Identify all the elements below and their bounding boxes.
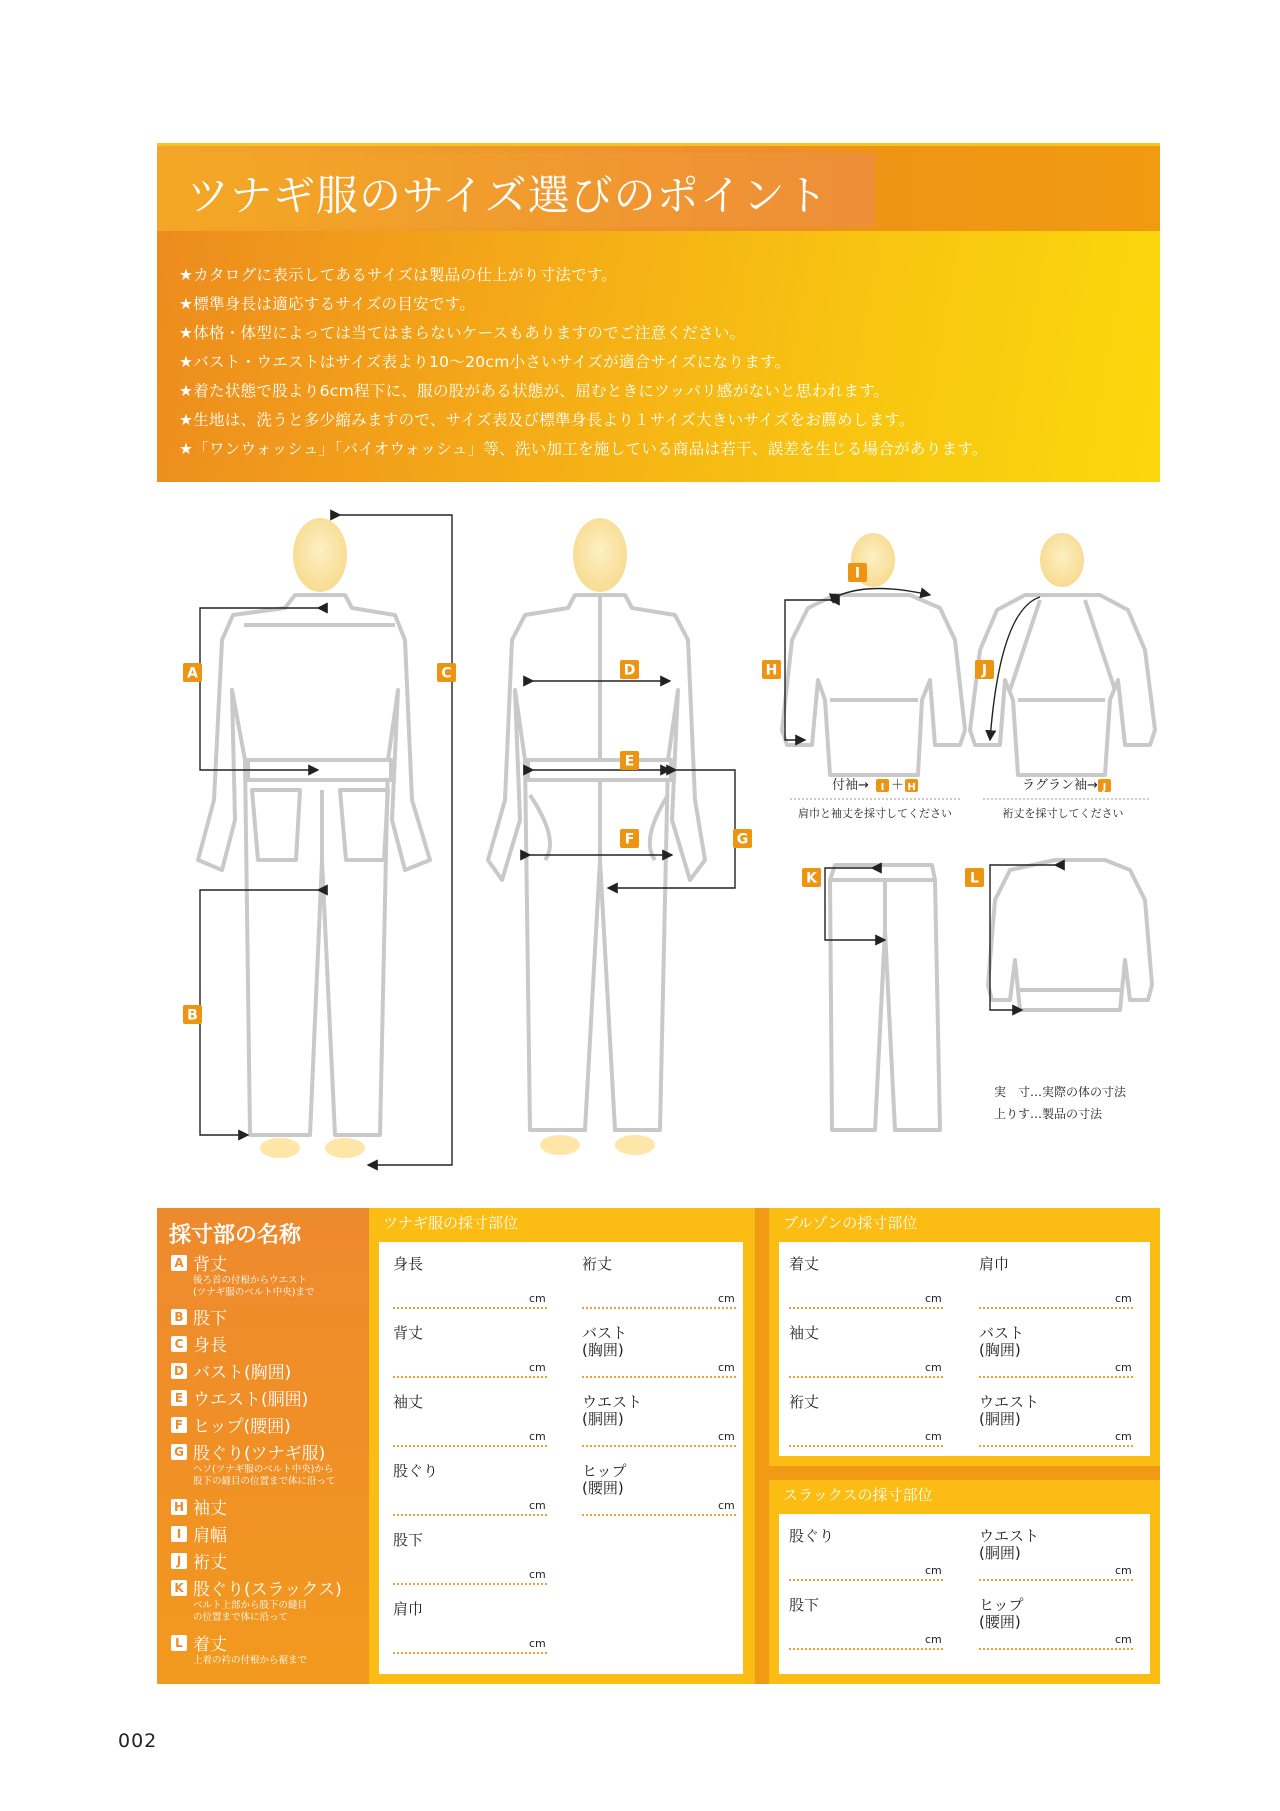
field-input-line[interactable] <box>789 1376 943 1378</box>
slacks-panel <box>769 1480 1160 1684</box>
legend-label: 袖丈 <box>193 1499 227 1519</box>
jacket-setin-figure <box>782 533 965 775</box>
slacks-field-inseam[interactable] <box>789 1597 949 1659</box>
legend-item-i <box>171 1521 227 1546</box>
field-unit: cm <box>529 1637 546 1650</box>
legend-title: 採寸部の名称 <box>169 1223 302 1248</box>
note-finished-size: 上りす…製品の寸法 <box>994 1107 1103 1121</box>
measurement-section <box>157 1208 1160 1684</box>
legend-label: バスト(胸囲) <box>193 1363 292 1383</box>
badge-c-label: C <box>441 665 452 682</box>
note-item: ★カタログに表示してあるサイズは製品の仕上がり寸法です。 <box>179 266 618 284</box>
caption-setin-badge1: I <box>880 782 885 793</box>
field-unit: cm <box>925 1430 942 1443</box>
blouson-field-length[interactable] <box>789 1256 949 1318</box>
tsunagi-field-inseam[interactable] <box>393 1532 553 1594</box>
tsunagi-field-height[interactable] <box>393 1256 553 1318</box>
field-unit: cm <box>718 1361 735 1374</box>
legend-desc: 上着の衿の付根から裾まで <box>193 1655 308 1666</box>
field-input-line[interactable] <box>979 1445 1133 1447</box>
badge-l-label: L <box>970 870 979 887</box>
field-input-line[interactable] <box>393 1514 547 1516</box>
field-input-line[interactable] <box>979 1648 1133 1650</box>
blouson-field-sleeve[interactable] <box>789 1325 949 1387</box>
coverall-front-figure <box>488 518 705 1155</box>
badge-e <box>620 751 639 770</box>
blouson-form <box>779 1242 1150 1456</box>
legend-label: 着丈 <box>193 1635 227 1655</box>
blouson-field-yuki[interactable] <box>789 1394 949 1456</box>
field-label: ヒップ (腰囲) <box>979 1596 1024 1631</box>
field-label: 裄丈 <box>789 1393 820 1411</box>
field-label: ウエスト (胴囲) <box>979 1393 1040 1428</box>
badge-j-label: J <box>981 662 988 679</box>
field-input-line[interactable] <box>979 1307 1133 1309</box>
field-input-line[interactable] <box>393 1307 547 1309</box>
note-item: ★体格・体型によっては当てはまらないケースもありますのでご注意ください。 <box>179 324 746 342</box>
legend-item-f <box>171 1412 291 1437</box>
blouson-panel-title: ブルゾンの採寸部位 <box>783 1214 918 1232</box>
field-input-line[interactable] <box>393 1583 547 1585</box>
legend-badge: G <box>171 1444 187 1460</box>
slacks-field-waist[interactable] <box>979 1528 1139 1590</box>
legend-label: 身長 <box>193 1336 227 1356</box>
tsunagi-panel-title: ツナギ服の採寸部位 <box>383 1214 519 1232</box>
caption-raglan-badge: J <box>1102 782 1107 793</box>
badge-f <box>620 829 639 848</box>
legend-badge: B <box>171 1309 187 1325</box>
field-label: ウエスト (胴囲) <box>582 1393 643 1428</box>
field-input-line[interactable] <box>393 1652 547 1654</box>
badge-j <box>975 660 994 679</box>
banner-title-box <box>163 153 875 227</box>
jacket-raglan-figure <box>970 533 1155 775</box>
legend-item-c <box>171 1331 227 1356</box>
legend-badge: F <box>171 1417 187 1433</box>
notes-list <box>179 261 988 464</box>
field-label: 股ぐり <box>393 1462 439 1480</box>
field-unit: cm <box>529 1292 546 1305</box>
field-label: 肩巾 <box>393 1600 424 1618</box>
field-unit: cm <box>1115 1430 1132 1443</box>
caption-setin-label: 付袖→ <box>832 778 869 793</box>
badge-a-label: A <box>187 665 198 682</box>
legend-item-b <box>171 1304 227 1329</box>
field-label: 着丈 <box>789 1255 820 1273</box>
field-input-line[interactable] <box>789 1579 943 1581</box>
field-unit: cm <box>1115 1292 1132 1305</box>
legend-panel <box>157 1208 369 1684</box>
field-label: 袖丈 <box>789 1324 820 1342</box>
field-label: 袖丈 <box>393 1393 424 1411</box>
field-input-line[interactable] <box>582 1445 736 1447</box>
page-number: 002 <box>118 1730 158 1752</box>
legend-label: 股ぐり(ツナギ服) <box>193 1444 326 1464</box>
badge-h <box>762 660 781 679</box>
tsunagi-field-hip[interactable] <box>582 1463 742 1525</box>
field-label: ヒップ (腰囲) <box>582 1462 627 1497</box>
legend-badge: K <box>171 1580 187 1596</box>
badge-h-label: H <box>765 662 778 679</box>
legend-item-l <box>171 1630 307 1667</box>
slacks-field-hip[interactable] <box>979 1597 1139 1659</box>
legend-badge: L <box>171 1635 187 1651</box>
field-unit: cm <box>1115 1361 1132 1374</box>
tsunagi-field-back-length[interactable] <box>393 1325 553 1387</box>
caption-setin-desc: 肩巾と袖丈を採寸してください <box>798 807 952 820</box>
field-unit: cm <box>529 1568 546 1581</box>
legend-item-k <box>171 1575 342 1624</box>
badge-i <box>848 563 867 582</box>
badge-c <box>437 663 456 682</box>
field-label: 背丈 <box>393 1324 424 1342</box>
blouson-field-bust[interactable] <box>979 1325 1139 1387</box>
caption-raglan <box>983 777 1150 820</box>
field-label: 身長 <box>393 1255 424 1273</box>
field-unit: cm <box>1115 1564 1132 1577</box>
field-unit: cm <box>529 1430 546 1443</box>
badge-g <box>733 829 752 848</box>
legend-label: 股下 <box>193 1309 227 1329</box>
blouson-panel <box>769 1208 1160 1466</box>
field-input-line[interactable] <box>979 1579 1133 1581</box>
tsunagi-field-yuki[interactable] <box>582 1256 742 1318</box>
measurement-illustration <box>0 500 1280 1200</box>
field-label: バスト (胸囲) <box>582 1324 628 1359</box>
header-banner <box>157 143 1160 482</box>
caption-setin <box>790 777 960 820</box>
legend-badge: D <box>171 1363 187 1379</box>
badge-d <box>620 660 639 679</box>
legend-label: ウエスト(胴囲) <box>193 1390 309 1410</box>
badge-b-label: B <box>187 1007 198 1024</box>
badge-i-label: I <box>854 565 861 582</box>
field-label: ウエスト (胴囲) <box>979 1527 1040 1562</box>
tsunagi-form <box>379 1242 743 1674</box>
page-title: ツナギ服のサイズ選びのポイント <box>187 171 829 220</box>
field-label: バスト (胸囲) <box>979 1324 1025 1359</box>
banner-title-bar <box>157 143 1160 231</box>
note-item: ★「ワンウォッシュ」「バイオウォッシュ」等、洗い加工を施している商品は若干、誤差を生じる場合があります。 <box>179 440 988 458</box>
legend-item-j <box>171 1548 227 1573</box>
legend-badge: H <box>171 1499 187 1515</box>
field-unit: cm <box>925 1361 942 1374</box>
tsunagi-field-rise[interactable] <box>393 1463 553 1525</box>
caption-raglan-label: ラグラン袖→ <box>1022 778 1098 793</box>
legend-label: 肩幅 <box>193 1526 227 1546</box>
badge-b <box>183 1005 202 1024</box>
legend-item-h <box>171 1494 227 1519</box>
legend-badge: I <box>171 1526 187 1542</box>
badge-g-label: G <box>736 831 749 848</box>
field-label: 肩巾 <box>979 1255 1010 1273</box>
field-label: 股下 <box>789 1596 820 1614</box>
legend-label: 股ぐり(スラックス) <box>193 1580 342 1600</box>
tsunagi-panel <box>369 1208 755 1684</box>
field-unit: cm <box>925 1292 942 1305</box>
tsunagi-field-shoulder[interactable] <box>393 1601 553 1663</box>
note-item: ★バスト・ウエストはサイズ表より10〜20cm小さいサイズが適合サイズになります。 <box>179 353 791 371</box>
field-input-line[interactable] <box>979 1376 1133 1378</box>
field-unit: cm <box>529 1361 546 1374</box>
legend-badge: J <box>171 1553 187 1569</box>
badge-k <box>802 868 821 887</box>
badge-f-label: F <box>624 831 635 848</box>
field-input-line[interactable] <box>789 1307 943 1309</box>
field-input-line[interactable] <box>393 1445 547 1447</box>
caption-raglan-desc: 裄丈を採寸してください <box>1002 807 1124 820</box>
legend-badge: A <box>171 1255 187 1271</box>
legend-item-e <box>171 1385 308 1410</box>
field-unit: cm <box>1115 1633 1132 1646</box>
legend-item-g <box>171 1439 336 1488</box>
tsunagi-field-bust[interactable] <box>582 1325 742 1387</box>
field-unit: cm <box>718 1430 735 1443</box>
caption-setin-plus: ＋ <box>891 778 905 793</box>
field-label: 股下 <box>393 1531 424 1549</box>
legend-item-a <box>171 1250 314 1299</box>
badge-l <box>965 868 984 887</box>
legend-desc: ヘソ(ツナギ服のベルト中央)から 股下の縫目の位置まで体に沿って <box>193 1464 336 1487</box>
legend-desc: ベルト上部から股下の縫目 の位置まで体に沿って <box>193 1600 308 1623</box>
field-unit: cm <box>718 1499 735 1512</box>
slacks-panel-title: スラックスの採寸部位 <box>783 1486 933 1504</box>
field-input-line[interactable] <box>582 1514 736 1516</box>
tsunagi-field-sleeve[interactable] <box>393 1394 553 1456</box>
blouson-field-shoulder[interactable] <box>979 1256 1139 1318</box>
legend-item-d <box>171 1358 291 1383</box>
legend-label: 裄丈 <box>193 1553 227 1573</box>
note-item: ★着た状態で股より6cm程下に、服の股がある状態が、屈むときにツッパリ感がないと思われます。 <box>179 382 890 400</box>
legend-label: ヒップ(腰囲) <box>193 1417 291 1437</box>
field-input-line[interactable] <box>789 1648 943 1650</box>
field-unit: cm <box>925 1564 942 1577</box>
field-input-line[interactable] <box>393 1376 547 1378</box>
field-label: 股ぐり <box>789 1527 835 1545</box>
slacks-form <box>779 1514 1150 1674</box>
slacks-field-rise[interactable] <box>789 1528 949 1590</box>
field-unit: cm <box>529 1499 546 1512</box>
field-input-line[interactable] <box>582 1307 736 1309</box>
note-actual-size: 実 寸…実際の体の寸法 <box>994 1085 1127 1099</box>
badge-k-label: K <box>806 870 817 887</box>
coverall-back-figure <box>198 518 430 1158</box>
badge-e-label: E <box>624 753 635 770</box>
field-label: 裄丈 <box>582 1255 613 1273</box>
note-item: ★標準身長は適応するサイズの目安です。 <box>179 295 476 313</box>
field-unit: cm <box>718 1292 735 1305</box>
field-input-line[interactable] <box>789 1445 943 1447</box>
field-unit: cm <box>925 1633 942 1646</box>
slacks-figure <box>830 865 940 1130</box>
note-item: ★生地は、洗うと多少縮みますので、サイズ表及び標準身長より１サイズ大きいサイズをお薦めします。 <box>179 411 915 429</box>
legend-badge: C <box>171 1336 187 1352</box>
legend-badge: E <box>171 1390 187 1406</box>
tsunagi-field-waist[interactable] <box>582 1394 742 1456</box>
legend-label: 背丈 <box>193 1255 227 1275</box>
blouson-field-waist[interactable] <box>979 1394 1139 1456</box>
field-input-line[interactable] <box>582 1376 736 1378</box>
caption-setin-badge2: H <box>907 782 916 793</box>
badge-a <box>183 663 202 682</box>
blouson-figure <box>988 860 1152 1010</box>
badge-d-label: D <box>623 662 636 679</box>
legend-desc: 後ろ首の付根からウエスト (ツナギ服のベルト中央)まで <box>193 1275 315 1298</box>
